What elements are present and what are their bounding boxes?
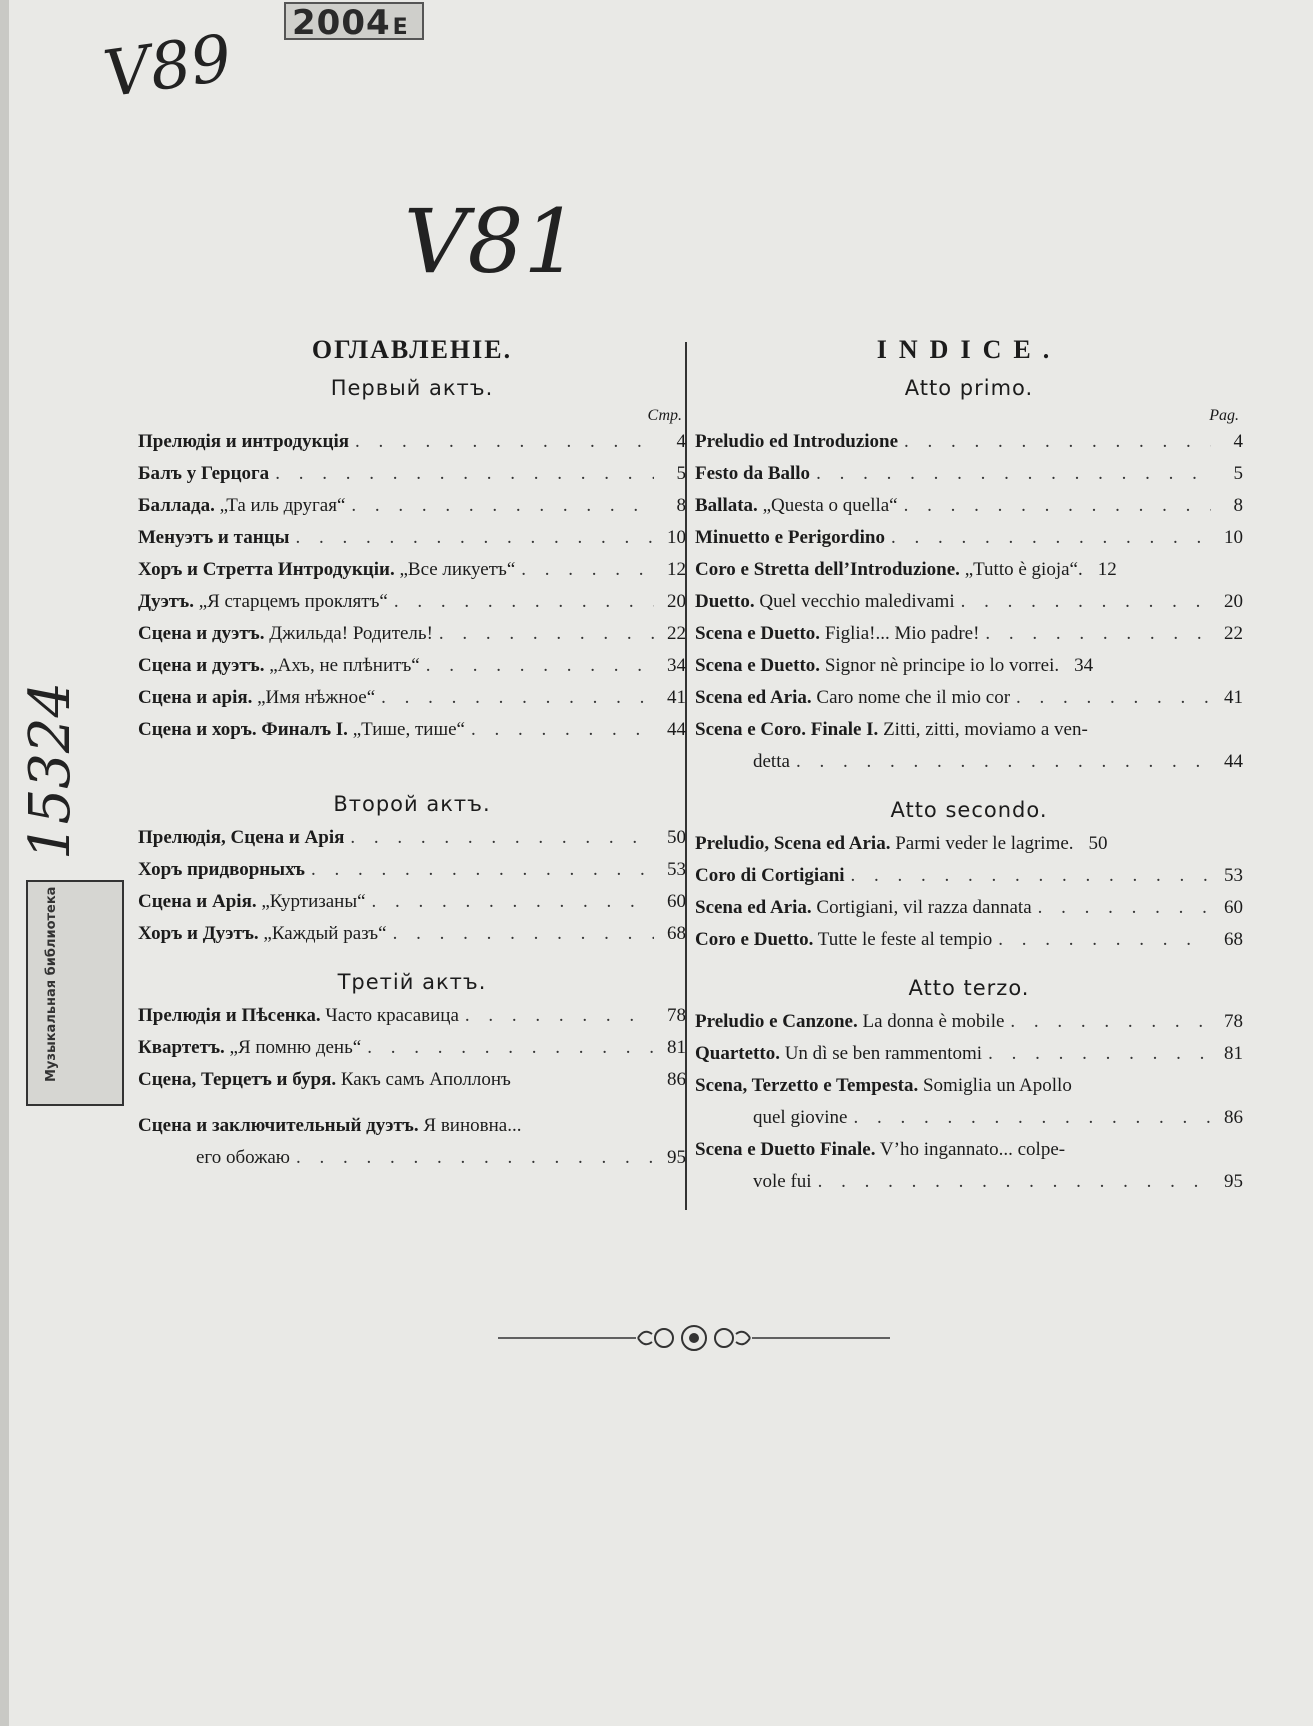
italian-act-1-title: Atto primo. [904, 376, 1034, 400]
italian-act-1-list [695, 426, 1243, 778]
list-item: Preludio ed Introduzione . . . 4 [695, 426, 1243, 458]
russian-act-1-title: Первый актъ. [330, 376, 494, 400]
inventory-stamp [284, 2, 424, 43]
russian-act-3-list [138, 1000, 686, 1174]
list-item: Сцена и дуэтъ. Джильда! Родитель! . . . 22 [138, 618, 686, 650]
russian-contents [138, 330, 686, 1174]
list-item: Сцена и хоръ. Финалъ I. „Тише, тише“ . . . 44 [138, 714, 686, 746]
list-item: Scena e Coro. Finale I. Zitti, zitti, moviamo a ven- [695, 719, 1088, 740]
inventory-number: 2004 [292, 3, 391, 43]
italian-act-3-list [695, 1006, 1243, 1198]
list-item: Scena e Duetto. Figlia!... Mio padre! . . . 22 [695, 618, 1243, 650]
list-item-continued: quel giovine . . . 86 [695, 1102, 1243, 1134]
italian-title: INDICE. [876, 335, 1062, 364]
list-item-continued: detta . . . 44 [695, 746, 1243, 778]
list-item: Duetto. Quel vecchio maledivami . . . 20 [695, 586, 1243, 618]
handwritten-mark-top: V89 [99, 21, 237, 113]
list-item: Прелюдія, Сцена и Арія . . . 50 [138, 822, 686, 854]
list-item: Preludio, Scena ed Aria. Parmi veder le lagrime. 50 [695, 833, 1108, 854]
italian-act-2-list [695, 828, 1243, 956]
list-item: Coro e Stretta dell’Introduzione. „Tutto è gioja“. 12 [695, 559, 1117, 580]
list-item-continued: его обожаю . . . 95 [138, 1142, 686, 1174]
list-item: Festo da Ballo . . . 5 [695, 458, 1243, 490]
russian-act-3-title: Третій актъ. [337, 970, 487, 994]
handwritten-mark-side: 15324 [18, 681, 83, 860]
russian-act-2-title: Второй актъ. [333, 792, 491, 816]
library-stamp [26, 880, 124, 1106]
list-item: Coro e Duetto. Tutte le feste al tempio . . . 68 [695, 924, 1243, 956]
list-item: Minuetto e Perigordino . . . 10 [695, 522, 1243, 554]
inventory-suffix: Е [392, 15, 409, 40]
russian-act-2-list [138, 822, 686, 950]
list-item: Scena e Duetto Finale. V’ho ingannato... colpe- [695, 1139, 1066, 1160]
list-item-continued: vole fui . . . 95 [695, 1166, 1243, 1198]
list-item: Прелюдія и Пѣсенка. Часто красавица . . . 78 [138, 1000, 686, 1032]
italian-act-3-title: Atto terzo. [908, 976, 1030, 1000]
list-item: Scena, Terzetto e Tempesta. Somiglia un Apollo [695, 1075, 1072, 1096]
list-item: Scena e Duetto. Signor nè principe io lo vorrei. 34 [695, 655, 1094, 676]
list-item: Баллада. „Та иль другая“ . . . 8 [138, 490, 686, 522]
russian-act-1-list [138, 426, 686, 746]
italian-act-2-title: Atto secondo. [890, 798, 1048, 822]
list-item: Прелюдія и интродукція . . . 4 [138, 426, 686, 458]
list-item: Хоръ и Стретта Интродукціи. „Все ликуетъ“ . . . 12 [138, 554, 686, 586]
list-item: Сцена и арія. „Имя нѣжное“ . . . 41 [138, 682, 686, 714]
list-item: Quartetto. Un dì se ben rammentomi . . . 81 [695, 1038, 1243, 1070]
list-item: Дуэтъ. „Я старцемъ проклятъ“ . . . 20 [138, 586, 686, 618]
list-item: Сцена и заключительный дуэтъ. Я виновна... [138, 1115, 522, 1136]
library-stamp-text: Музыкальная библиотека [44, 886, 59, 1082]
russian-title: ОГЛАВЛЕНІЕ. [311, 335, 513, 364]
list-item: Балъ у Герцога . . . 5 [138, 458, 686, 490]
list-item: Менуэтъ и танцы . . . 10 [138, 522, 686, 554]
list-item: Квартетъ. „Я помню день“ . . . 81 [138, 1032, 686, 1064]
list-item: Scena ed Aria. Caro nome che il mio cor . . . 41 [695, 682, 1243, 714]
list-item: Сцена и Арія. „Куртизаны“ . . . 60 [138, 886, 686, 918]
page-edge [0, 0, 9, 1726]
list-item: Сцена, Терцетъ и буря. Какъ самъ Аполлонъ 86 [138, 1069, 686, 1090]
list-item: Ballata. „Questa o quella“ . . . 8 [695, 490, 1243, 522]
ornament-divider [498, 1318, 890, 1358]
handwritten-mark-middle: V81 [404, 190, 580, 293]
list-item: Preludio e Canzone. La donna è mobile . . . 78 [695, 1006, 1243, 1038]
italian-contents [695, 330, 1243, 1198]
list-item: Сцена и дуэтъ. „Ахъ, не плѣнитъ“ . . . 34 [138, 650, 686, 682]
italian-page-label: Pag. [1209, 407, 1239, 424]
list-item: Coro di Cortigiani . . . 53 [695, 860, 1243, 892]
list-item: Хоръ придворныхъ . . . 53 [138, 854, 686, 886]
list-item: Scena ed Aria. Cortigiani, vil razza dannata . . . 60 [695, 892, 1243, 924]
russian-page-label: Стр. [647, 407, 682, 424]
list-item: Хоръ и Дуэтъ. „Каждый разъ“ . . . 68 [138, 918, 686, 950]
